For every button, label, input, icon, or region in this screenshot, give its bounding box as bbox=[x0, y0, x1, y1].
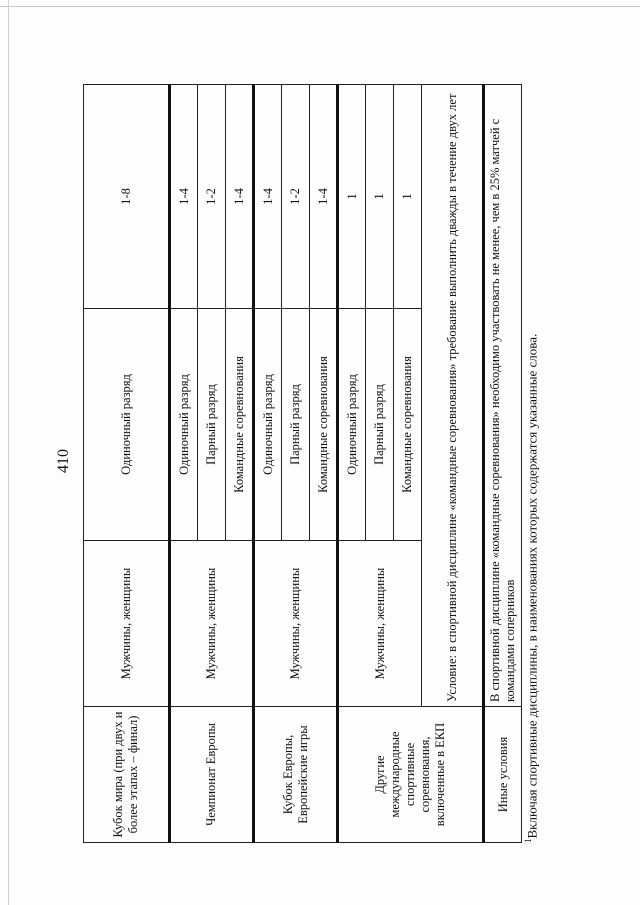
cell-discipline: Командные соревнования bbox=[226, 309, 254, 541]
cell-place: 1-4 bbox=[310, 85, 338, 309]
cell-discipline-cup-mira: Одиночный разряд bbox=[84, 309, 170, 541]
cell-event-europe-cup: Кубок Европы, Европейские игры bbox=[254, 707, 338, 843]
cell-discipline: Командные соревнования bbox=[310, 309, 338, 541]
cell-discipline: Одиночный разряд bbox=[170, 309, 198, 541]
cell-gender-other-intl: Мужчины, женщины bbox=[338, 541, 422, 707]
cell-place: 1-2 bbox=[198, 85, 226, 309]
table-row bbox=[338, 85, 366, 843]
cell-discipline: Одиночный разряд bbox=[254, 309, 282, 541]
cell-discipline: Одиночный разряд bbox=[338, 309, 366, 541]
cell-event-other-intl: Другие международные спортивные соревнования, включенные в ЕКП bbox=[338, 707, 484, 843]
cell-place-cup-mira: 1-8 bbox=[84, 85, 170, 309]
cell-place: 1 bbox=[394, 85, 422, 309]
cell-other-conditions-label: Иные условия bbox=[484, 707, 522, 843]
table-row bbox=[170, 85, 198, 843]
cell-discipline: Парный разряд bbox=[282, 309, 310, 541]
footnote bbox=[523, 334, 540, 843]
cell-event-championship: Чемпионат Европы bbox=[170, 707, 254, 843]
scan-edge-top bbox=[0, 6, 640, 7]
cell-place: 1-2 bbox=[282, 85, 310, 309]
cell-discipline: Парный разряд bbox=[198, 309, 226, 541]
rotated-page-content bbox=[55, 85, 540, 843]
footnote-mark: 1 bbox=[523, 838, 533, 843]
cell-gender-cup-mira: Мужчины, женщины bbox=[84, 541, 170, 707]
table-row-other-conditions bbox=[484, 85, 522, 843]
table-row bbox=[254, 85, 282, 843]
cell-place: 1-4 bbox=[254, 85, 282, 309]
cell-discipline: Командные соревнования bbox=[394, 309, 422, 541]
table-row-cup-mira bbox=[84, 85, 170, 843]
page-number: 410 bbox=[55, 449, 72, 473]
cell-gender-championship: Мужчины, женщины bbox=[170, 541, 254, 707]
cell-other-conditions-text: В спортивной дисциплине «командные соревнования» необходимо участвовать не менее, чем в 25% матчей с командами соперников bbox=[484, 85, 522, 707]
cell-place: 1-4 bbox=[226, 85, 254, 309]
cell-place: 1-4 bbox=[170, 85, 198, 309]
scan-edge-left bbox=[8, 0, 9, 905]
requirements-table bbox=[83, 84, 522, 843]
cell-place: 1 bbox=[338, 85, 366, 309]
cell-condition-note: Условие: в спортивной дисциплине «командные соревнования» требование выполнить дважды в течение двух лет bbox=[422, 85, 484, 707]
cell-discipline: Парный разряд bbox=[366, 309, 394, 541]
footnote-text: Включая спортивные дисциплины, в наименованиях которых содержатся указанные слова. bbox=[524, 333, 540, 839]
cell-place: 1 bbox=[366, 85, 394, 309]
cell-gender-europe-cup: Мужчины, женщины bbox=[254, 541, 338, 707]
cell-event-cup-mira: Кубок мира (при двух и более этапах – финал) bbox=[84, 707, 170, 843]
